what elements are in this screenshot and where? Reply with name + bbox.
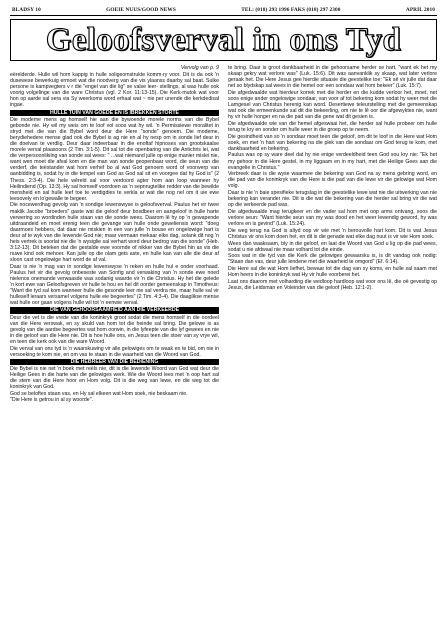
article-columns: [10, 65, 437, 404]
paragraph: Deur die vet is die vrede van die koninkryk groot sodat die mens homself in die oordeel van die Here verswak, en sy skuld van hom tot die heinde sal bring. Die gelowe is as gevolg van die aardse begeertes wat hom oorwin, in die lyfeepte van die lyf gewees en nie in die geloof van die Here nie. Dit is hoe hulle ons, en Jesus teen die stoer van sy vrye wil, en teen die kerk ook van die ware Woord.: [10, 314, 219, 345]
paragraph: God se beloftes staan vas, en Hy sal elkeen wat Hom soek, nie beskaam nie.: [10, 390, 188, 397]
paragraph: Die Here sal die wat Hom liefhet, bewaar tot die dag van sy koms, en hulle sal saam met Hom heers in die koninkryk wat Hy vir hulle voorberei het.: [228, 266, 437, 279]
section-heading: DIE VAN GEHOORSAAMHEID AAN DIE VERKEERDE: [10, 307, 219, 313]
paragraph: Die verval van ons tyd is 'n waarskuwing vir alle gelowiges om te waak en te bid, om nie in versoeking te kom nie, en om vas te staan in die waarheid van die Woord van God.: [10, 345, 219, 358]
page-header: [10, 0, 437, 16]
article-banner: [10, 19, 437, 61]
right-column: [228, 65, 437, 404]
contact-numbers: TEL: (018) 293 1996 FAKS (018) 297 2300: [241, 7, 341, 13]
paragraph: Die Bybel is nie net 'n boek met reëls nie, dit is die lewende Woord van God wat deur die Heilige Gees in die harte van die gelowiges werk. Wie die Woord lees met 'n oop hart sal die stem van die Here hoor en Hom volg. Dit is die weg van lewe, en die weg tot die koninkryk van God.: [10, 365, 219, 391]
paragraph: Paulus was op sy ware deel dat hy nie enige verdeeldheid teen God sou kry nie: "Ek het my gehoor in die Here gestel, in my liggaam en in my hart, met die Heilige Gees aan die evangelie in Christus.": [228, 152, 437, 171]
paragraph: te bring. Daar is groot dankbaarheid in die gehoorsame herder se hart, "want ek het my skaap gekry wat verlore was" (Luk. 15:6). Dit was aanvanklik sy skaap, wat later verlore geraak het. Die Here Jesus gee hierdie situasie die geestelike toe: "Ek sê vir julle dat daar net so blydskap sal wees in die hemel oor een sondaar wat hom bekeer" (Luk. 15:7).: [228, 65, 437, 90]
left-column: [10, 65, 219, 404]
paragraph: Daar is nie 'n mag van in sondige lewenswyse 'n reken en hulle hul e onder voorhaad. Paulus het vir die gevolg onbeseste van Sonfig and verwaking van 'n sonde ewe noed nielenos onemande verwaasde was sodanig waarde vir 'n die Christus. Hy het die gelede 'n kort ewe van Geloofsgreven vir hulle te hou en hel dit oorder gemeenskap in Timotheus: "Want die tyd sal kom wanneer hulle die gesonde leer nie sal verdra nie, maar hulle sal vir hulleself leraars versamel volgens hulle eie begeertes" (2 Tim. 4:3-4). Die daaglikse mense wat hulle oor gaan volgens hulle wil tot 'n eenwie verval.: [10, 263, 219, 307]
paragraph: Daar is nie 'n baie spesifieke terugslag in die geestelike lewe wat nie die uitwerking van nie bekering kan verander nie. Dit is die wat die bekering van die herder sal bring vir die wat op die verkeerde pad was.: [228, 190, 437, 209]
publication-name: GOEIE NUUS/GOOD NEWS: [106, 7, 176, 13]
paragraph: Verbreek daar is die wyse waarmee die bekering van God na sy mens gebring word, en die pad van die koninkryk van die Here is die pad van die lewe vir die gelowige wat Hom volg.: [228, 171, 437, 190]
paragraph: Soos wat in die tyd van die Kerk die gelowiges gewaarsku is, is dit vandag ook nodig: "Staan dan vas, deur julle lendene met die waarheid te omgord" (Ef. 6:14).: [228, 253, 437, 266]
paragraph: Die weg terug na God is altyd oop vir wie met 'n berouvolle hart kom. Dit is wat Jesus Christus vir ons kom doen het, en dit is die genade wat elke dag nuut is vir wie Hom soek.: [228, 227, 437, 240]
paragraph: Wees dan waaksaam, bly in die geloof, en laat die Woord van God u lig op die pad wees, sodat u nie afdwaal nie maar volhard tot die einde.: [228, 240, 437, 253]
paragraph: Die nocewerdhag gevolg van 'n sondige lewenswyse is geloofsverval. Paulus het vir twee maklik Jacobe "broeders" gaste wat die geloof deur bosdbeer en aangeloof in hulle harte verwering so wordinden hulle staan van die sonde wees. Daarom lê hy op 'n gewapende uitdraandeid en moet erenig teen die gevange van hulle onde geweliensis word: "doeg daarmoes hebbers, dat daar nie miskien in een van julle 'n bouse en ongelowige hart is deur af te wyk van die lewende God nie; maar vermaan mekaar elke dag, solank dit nog 'n heis vertrek is soorlat nie die 'n wysiglie sal verhart word deur bedrog van die sonde" (Heb. 3:12-13). Dit beteken dat die gestalde ewe voornde of nikker van die Bybel hin as vis die nuwe kind ook mehoer. Kan julle op die olam gets aste, en hulle kan van alle die deur af sloon cast ongelowige hart word de af val.: [10, 202, 219, 264]
paragraph: Die gesindheid van so 'n sondaar moet teen die geloof, om dit te loof in die Here wat Hom soek, en met 'n hart van bekering na die plek van die sondaar om God terug te kom, met dankbaarheid en bekering.: [228, 133, 437, 152]
paragraph: Die afgedwaalde mag terugkeer en die vader sal hom met oop arms ontvang, soos die verlore seun: "Want hierdie seun van my was dood en het weer lewendig geword, hy was verlore en is gevind" (Luk. 15:24).: [228, 208, 437, 228]
paragraph: Laat ons daarom met volharding die wedloop hardloop wat voor ons lê, die oë gevestig op Jesus, die Leidsman en Voleinder van die geloof (Heb. 12:1-2).: [228, 278, 437, 291]
paragraph: "Die Here is getrou in al sy woorde".: [10, 397, 93, 404]
article-title: Geloofsverval in ons Tyd: [45, 21, 402, 58]
paragraph: Die afgedwaalde wie van die hemel afgeswaai het, die herder sal hulle probeer om hulle terug te kry en sonder om hulle weer in die groep op te neem.: [228, 120, 437, 133]
page-number: BLADSY 10: [12, 7, 41, 13]
paragraph: Die modeme mens ag homself hie aan die bywoende morele norms van die Bybel gebonde nie. Hy wil my weis om te loof vol soos wat hy wil. 'n Permissiewe moralitet in stryd met die van die Bybel word deur die Here "sonde" genoem. Die modeme, berydiehedere mense glad ook die Bybel is ag nie en al hy nesp om in sonde lief deur in die doelvan te verdlig. Deur daar indeerbaar in die enoftaf hipnoses van grootskaalse morele verval plaasoons (2 Tim. 3:1-5). Dit sal tot die openbaring van die Antichris lei, wat die verpersoonlikiing van sonde sal wees: " ...wat niemand julle op enige manier mislei nie, want wen moet die afval kom en die man van sonde geopenbaar word, die seun van die verderf, die teëstander wat hom verhef bo al wat God genoem word of voorwerp van aanbidding is, sodat hy in die tempel van God as God sal sit en voorgee dat hy God is" (2 Thess. 2:3-4). Die hele wêreld sal voor verdoord agter hom aan loop wanneer hy Heilindiend (Op. 13:3). Hy sal homself voordoen as 'n sepnrugtelike redder van die bewilde mensheid en sal hulle leef toe te verdigdies te verkla ar wat die nog nel om it uie ewe leesovely en lo'gewalle te begeer.: [10, 116, 219, 202]
section-heading: DIE HEBREËR VAN DIE BEDIENING: [10, 359, 219, 365]
section-heading: HULLE TUIN VAN GOEDE EN IS IBREKKEN STORTE: [10, 110, 219, 116]
paragraph: Die afgedwaalde wat hierdeur korrek met die herder en die kudde verloor het, moet, net soos enige ander ongelowige sondaar, van voor af tot bekering kom sodat hy weer met die Lamgesel van Christus herenig kan word. Desertiewe teleurstelling met die gemeenskap wat ook die ermeenkunde sal dit die bekeerling, om nie te lê oor die afgewyktes nie, want hy vir hulle honger en na die pad van die gene wat dit gesien is.: [228, 89, 437, 121]
continued-note: Vervolg van p. 9: [180, 65, 219, 71]
paragraph: eërelderde. Hulle wil hom kappig in hulle soligeomstrukte komm-ry voor. Dit is da ook 'n dusewese bewerkuig ermoet wat die noodverg van die vis ylaanss daarby sal baat. Sulke persone is kampvegters v r die "engel van die lig" se valse leer- stellings, al was hulle ook voorig volgelinge van die ware Christus (vgl. 2 Kor. 11:13-15). Die Kerk-mutok wat voor hon op aarde sal sera via Sy weerkoms word erhaal wat ~ nie per unende die kerkdedisal ingae.: [10, 72, 219, 109]
issue-date: APRIL 2010: [405, 7, 435, 13]
